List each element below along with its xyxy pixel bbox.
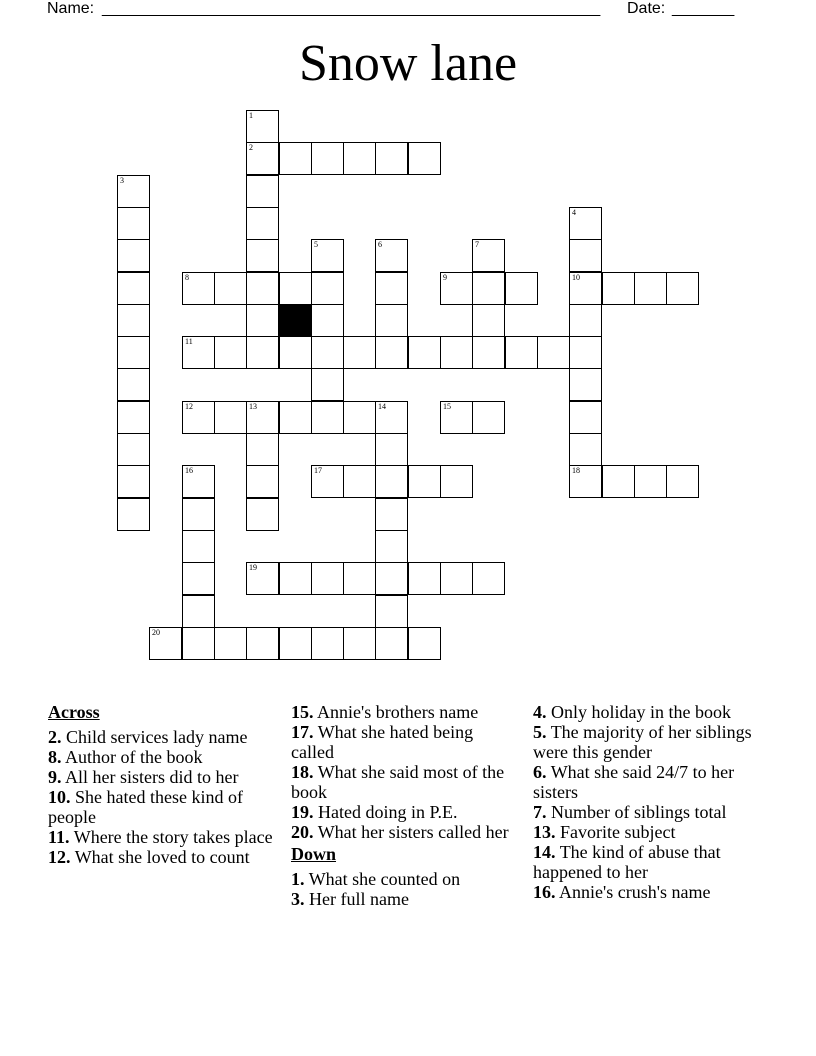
grid-cell[interactable] — [375, 627, 408, 660]
grid-cell[interactable] — [537, 336, 570, 369]
grid-cell[interactable] — [569, 368, 602, 401]
across-clue: 10. She hated these kind of people — [48, 787, 243, 827]
grid-cell[interactable] — [569, 207, 602, 240]
grid-cell[interactable] — [408, 336, 441, 369]
down-clue: 7. Number of siblings total — [533, 802, 727, 822]
grid-cell[interactable] — [246, 175, 279, 208]
date-line[interactable]: _______ — [672, 0, 735, 17]
cell-number: 14 — [378, 402, 386, 411]
cell-number: 18 — [572, 466, 580, 475]
grid-cell[interactable] — [117, 433, 150, 466]
grid-cell[interactable] — [279, 401, 312, 434]
grid-cell[interactable] — [117, 465, 150, 498]
grid-cell[interactable] — [214, 627, 247, 660]
grid-cell[interactable] — [182, 562, 215, 595]
grid-cell[interactable] — [440, 336, 473, 369]
grid-cell[interactable] — [569, 272, 602, 305]
grid-cell[interactable] — [311, 336, 344, 369]
grid-cell[interactable] — [214, 401, 247, 434]
cell-number: 17 — [314, 466, 322, 475]
grid-cell[interactable] — [246, 562, 279, 595]
grid-cell[interactable] — [182, 272, 215, 305]
grid-cell[interactable] — [569, 465, 602, 498]
grid-cell[interactable] — [246, 304, 279, 337]
grid-cell[interactable] — [343, 336, 376, 369]
grid-cell[interactable] — [311, 465, 344, 498]
cell-number: 4 — [572, 208, 576, 217]
down-heading: Down — [291, 844, 337, 864]
cell-number: 13 — [249, 402, 257, 411]
down-clue: 3. Her full name — [291, 889, 409, 909]
grid-cell[interactable] — [182, 595, 215, 628]
grid-cell[interactable] — [375, 498, 408, 531]
grid-cell[interactable] — [117, 207, 150, 240]
grid-cell[interactable] — [634, 272, 667, 305]
grid-cell[interactable] — [375, 142, 408, 175]
grid-cell[interactable] — [472, 304, 505, 337]
grid-cell[interactable] — [182, 530, 215, 563]
cell-number: 9 — [443, 273, 447, 282]
grid-cell[interactable] — [279, 562, 312, 595]
grid-cell[interactable] — [440, 465, 473, 498]
across-heading: Across — [48, 702, 100, 722]
grid-cell[interactable] — [149, 627, 182, 660]
grid-cell[interactable] — [569, 336, 602, 369]
grid-cell[interactable] — [343, 142, 376, 175]
name-line[interactable]: ________________________________________________________ — [102, 0, 601, 17]
grid-cell[interactable] — [311, 627, 344, 660]
grid-cell[interactable] — [505, 336, 538, 369]
grid-cell[interactable] — [343, 401, 376, 434]
grid-cell[interactable] — [311, 304, 344, 337]
grid-cell[interactable] — [505, 272, 538, 305]
grid-cell[interactable] — [182, 336, 215, 369]
grid-cell[interactable] — [311, 562, 344, 595]
clues-column-1 — [48, 702, 273, 867]
grid-cell[interactable] — [375, 595, 408, 628]
grid-cell[interactable] — [408, 142, 441, 175]
grid-cell[interactable] — [246, 239, 279, 272]
grid-cell[interactable] — [182, 401, 215, 434]
cell-number: 12 — [185, 402, 193, 411]
grid-cell[interactable] — [214, 336, 247, 369]
down-clue: 13. Favorite subject — [533, 822, 676, 842]
down-clue: 1. What she counted on — [291, 869, 461, 889]
across-clue: 12. What she loved to count — [48, 847, 250, 867]
grid-cell[interactable] — [569, 433, 602, 466]
across-clue: 17. What she hated being called — [291, 722, 474, 762]
grid-cell[interactable] — [343, 627, 376, 660]
grid-cell[interactable] — [279, 142, 312, 175]
black-cell — [279, 304, 312, 337]
cell-number: 1 — [249, 111, 253, 120]
grid-cell[interactable] — [117, 175, 150, 208]
grid-cell[interactable] — [246, 465, 279, 498]
grid-cell[interactable] — [182, 627, 215, 660]
grid-cell[interactable] — [311, 142, 344, 175]
date-label: Date: — [627, 0, 666, 17]
grid-cell[interactable] — [246, 142, 279, 175]
grid-cell[interactable] — [375, 272, 408, 305]
across-clue: 19. Hated doing in P.E. — [291, 802, 458, 822]
grid-cell[interactable] — [569, 239, 602, 272]
grid-cell[interactable] — [440, 272, 473, 305]
grid-cell[interactable] — [375, 562, 408, 595]
grid-cell[interactable] — [279, 272, 312, 305]
grid-cell[interactable] — [666, 465, 699, 498]
grid-cell[interactable] — [279, 336, 312, 369]
grid-cell[interactable] — [246, 336, 279, 369]
grid-cell[interactable] — [472, 239, 505, 272]
cell-number: 11 — [185, 337, 193, 346]
grid-cell[interactable] — [279, 627, 312, 660]
cell-number: 16 — [185, 466, 193, 475]
grid-cell[interactable] — [569, 401, 602, 434]
grid-cell[interactable] — [472, 401, 505, 434]
grid-cell[interactable] — [311, 239, 344, 272]
across-clue: 15. Annie's brothers name — [291, 702, 479, 722]
grid-cell[interactable] — [375, 433, 408, 466]
down-clue: 5. The majority of her siblings were this gender — [533, 722, 752, 762]
cell-number: 20 — [152, 628, 160, 637]
grid-cell[interactable] — [343, 465, 376, 498]
puzzle-title: Snow lane — [298, 35, 518, 92]
grid-cell[interactable] — [117, 336, 150, 369]
down-clue: 6. What she said 24/7 to her sisters — [533, 762, 735, 802]
grid-cell[interactable] — [343, 562, 376, 595]
cell-number: 2 — [249, 143, 253, 152]
grid-cell[interactable] — [408, 627, 441, 660]
clues-column-2 — [291, 702, 516, 909]
grid-cell[interactable] — [117, 368, 150, 401]
down-clue: 14. The kind of abuse that happened to her — [533, 842, 721, 882]
grid-cell[interactable] — [375, 465, 408, 498]
grid-cell[interactable] — [246, 627, 279, 660]
grid-cell[interactable] — [214, 272, 247, 305]
grid-cell[interactable] — [117, 401, 150, 434]
cell-number: 6 — [378, 240, 382, 249]
grid-cell[interactable] — [182, 465, 215, 498]
grid-cell[interactable] — [440, 401, 473, 434]
grid-cell[interactable] — [246, 401, 279, 434]
grid-cell[interactable] — [472, 272, 505, 305]
name-label: Name: — [47, 0, 95, 17]
cell-number: 7 — [475, 240, 479, 249]
cell-number: 15 — [443, 402, 451, 411]
grid-cell[interactable] — [246, 110, 279, 143]
grid-cell[interactable] — [246, 433, 279, 466]
grid-cell[interactable] — [375, 401, 408, 434]
grid-cell[interactable] — [666, 272, 699, 305]
cell-number: 5 — [314, 240, 318, 249]
grid-cell[interactable] — [117, 272, 150, 305]
grid-cell[interactable] — [375, 530, 408, 563]
grid-cell[interactable] — [375, 239, 408, 272]
across-clue: 8. Author of the book — [48, 747, 203, 767]
grid-cell[interactable] — [311, 272, 344, 305]
grid-cell[interactable] — [408, 465, 441, 498]
grid-cell[interactable] — [117, 239, 150, 272]
across-clue: 11. Where the story takes place — [48, 827, 273, 847]
grid-cell[interactable] — [182, 498, 215, 531]
grid-cell[interactable] — [472, 336, 505, 369]
grid-cell[interactable] — [246, 498, 279, 531]
grid-cell[interactable] — [569, 304, 602, 337]
across-clue: 20. What her sisters called her — [291, 822, 509, 842]
grid-cell[interactable] — [602, 272, 635, 305]
clues-column-3 — [533, 702, 758, 902]
down-clue: 16. Annie's crush's name — [533, 882, 711, 902]
grid-cell[interactable] — [246, 207, 279, 240]
grid-cell[interactable] — [375, 336, 408, 369]
grid-cell[interactable] — [472, 562, 505, 595]
grid-cell[interactable] — [117, 304, 150, 337]
across-clue: 18. What she said most of the book — [291, 762, 505, 802]
cell-number: 19 — [249, 563, 257, 572]
across-clue: 2. Child services lady name — [48, 727, 248, 747]
grid-cell[interactable] — [311, 401, 344, 434]
grid-cell[interactable] — [375, 304, 408, 337]
cell-number: 8 — [185, 273, 189, 282]
grid-cell[interactable] — [246, 272, 279, 305]
grid-cell[interactable] — [602, 465, 635, 498]
across-clue: 9. All her sisters did to her — [48, 767, 239, 787]
grid-cell[interactable] — [408, 562, 441, 595]
grid-cell[interactable] — [440, 562, 473, 595]
down-clue: 4. Only holiday in the book — [533, 702, 731, 722]
cell-number: 10 — [572, 273, 580, 282]
grid-cell[interactable] — [634, 465, 667, 498]
grid-cell[interactable] — [117, 498, 150, 531]
cell-number: 3 — [120, 176, 124, 185]
grid-cell[interactable] — [311, 368, 344, 401]
